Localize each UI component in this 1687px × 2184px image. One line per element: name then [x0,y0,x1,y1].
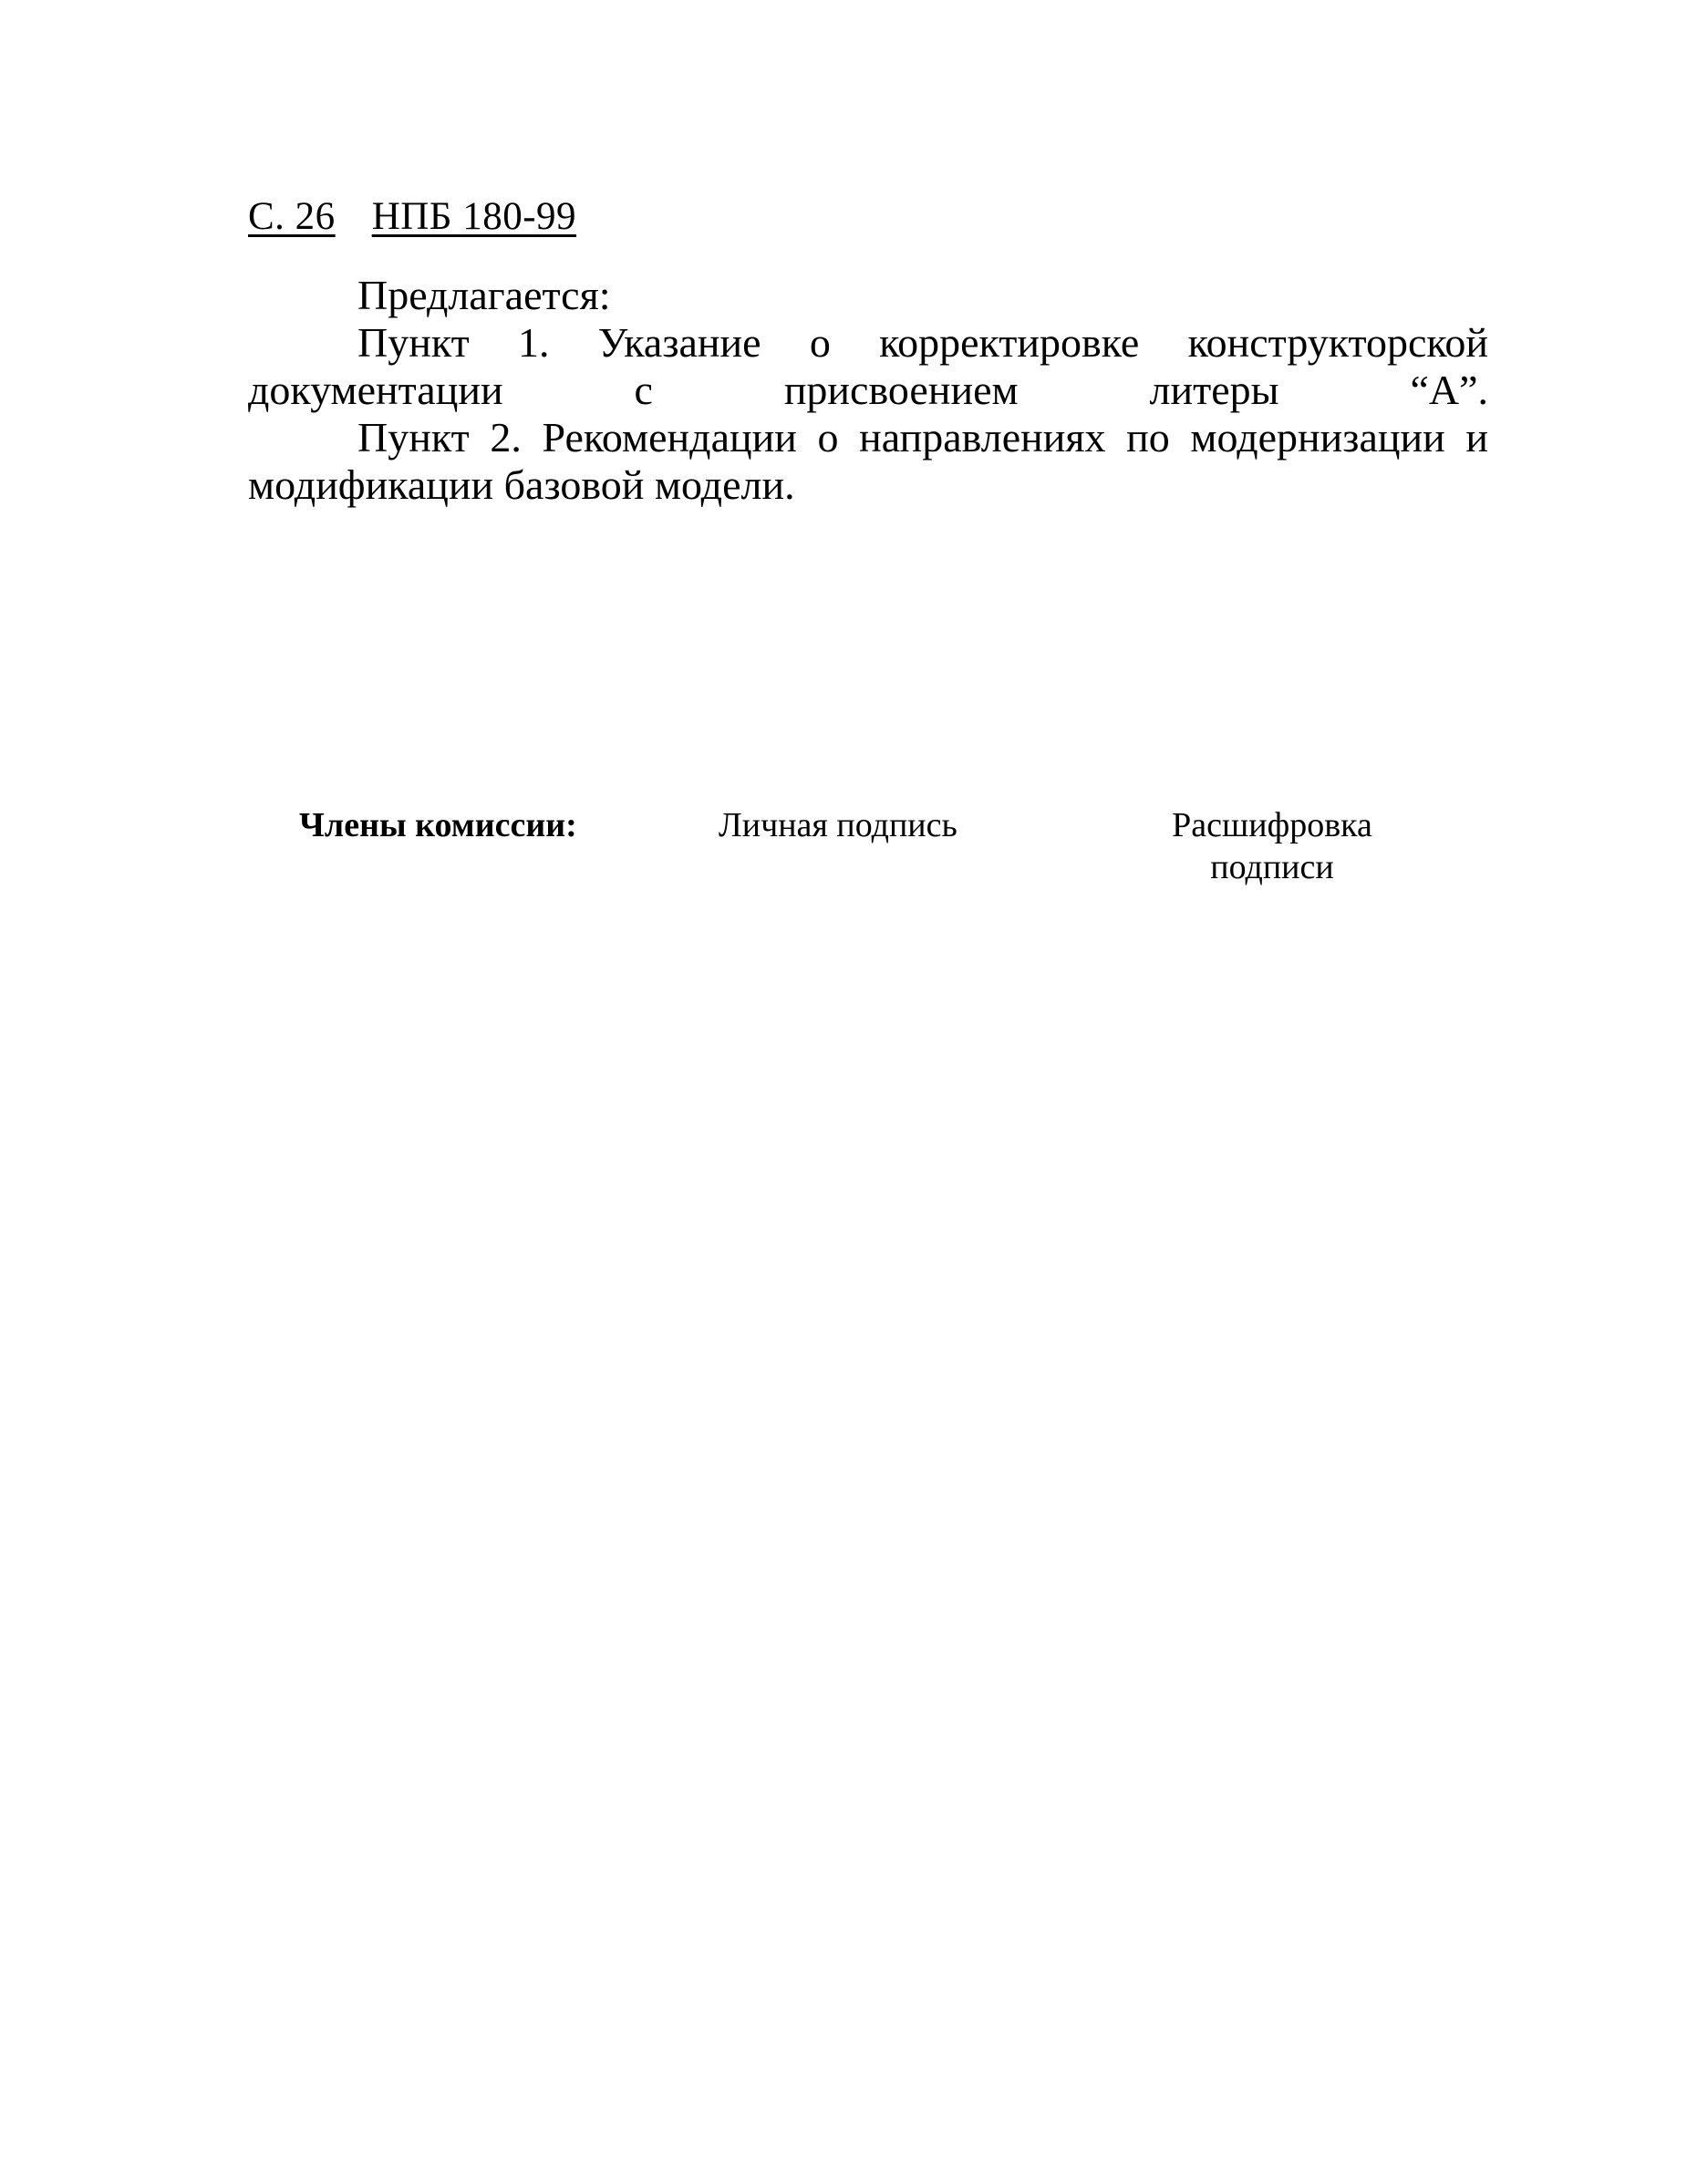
page-number: С. 26 [248,195,336,238]
item-2: Пункт 2. Рекомендации о направлениях по модернизации и модификации базовой модели. [248,414,1488,508]
page-header [248,194,576,240]
document-body [248,272,1488,509]
proposal-heading: Предлагается: [357,272,611,318]
document-code: НПБ 180-99 [371,195,577,238]
signature-block [0,804,1687,914]
personal-signature-label: Личная подпись [719,806,957,844]
item-1: Пункт 1. Указание о корректировке конструкторской документации с присвоением литеры “А”. [248,319,1488,413]
commission-members-label: Члены комиссии: [299,806,577,844]
signature-decoding-label: Расшифровка подписи [1172,806,1372,886]
